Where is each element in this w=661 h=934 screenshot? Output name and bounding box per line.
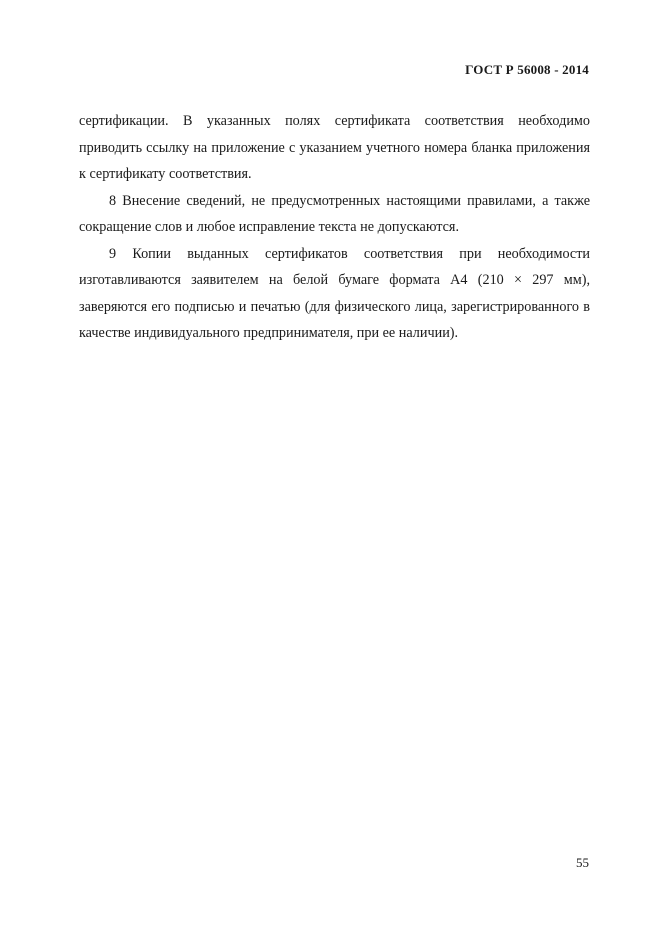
document-id: ГОСТ Р 56008 - 2014 (465, 62, 589, 77)
page-number: 55 (576, 855, 589, 870)
document-header (465, 62, 589, 78)
document-body (79, 108, 590, 347)
paragraph-item-9: 9 Копии выданных сертификатов соответствия при необходимости изготавливаются заявителем на белой бумаге формата А4 (210 × 297 мм), заверяются его подписью и печатью (для физического лица, зарегистрированного в качестве индивидуального предпринимателя, при ее наличии). (79, 245, 590, 341)
paragraph-continuation: сертификации. В указанных полях сертификата соответствия необходимо приводить ссылку на приложение с указанием учетного номера бланка приложения к сертификату соответствия. (79, 113, 590, 182)
paragraph-item-8: 8 Внесение сведений, не предусмотренных настоящими правилами, а также сокращение слов и любое исправление текста не допускаются. (79, 192, 590, 235)
